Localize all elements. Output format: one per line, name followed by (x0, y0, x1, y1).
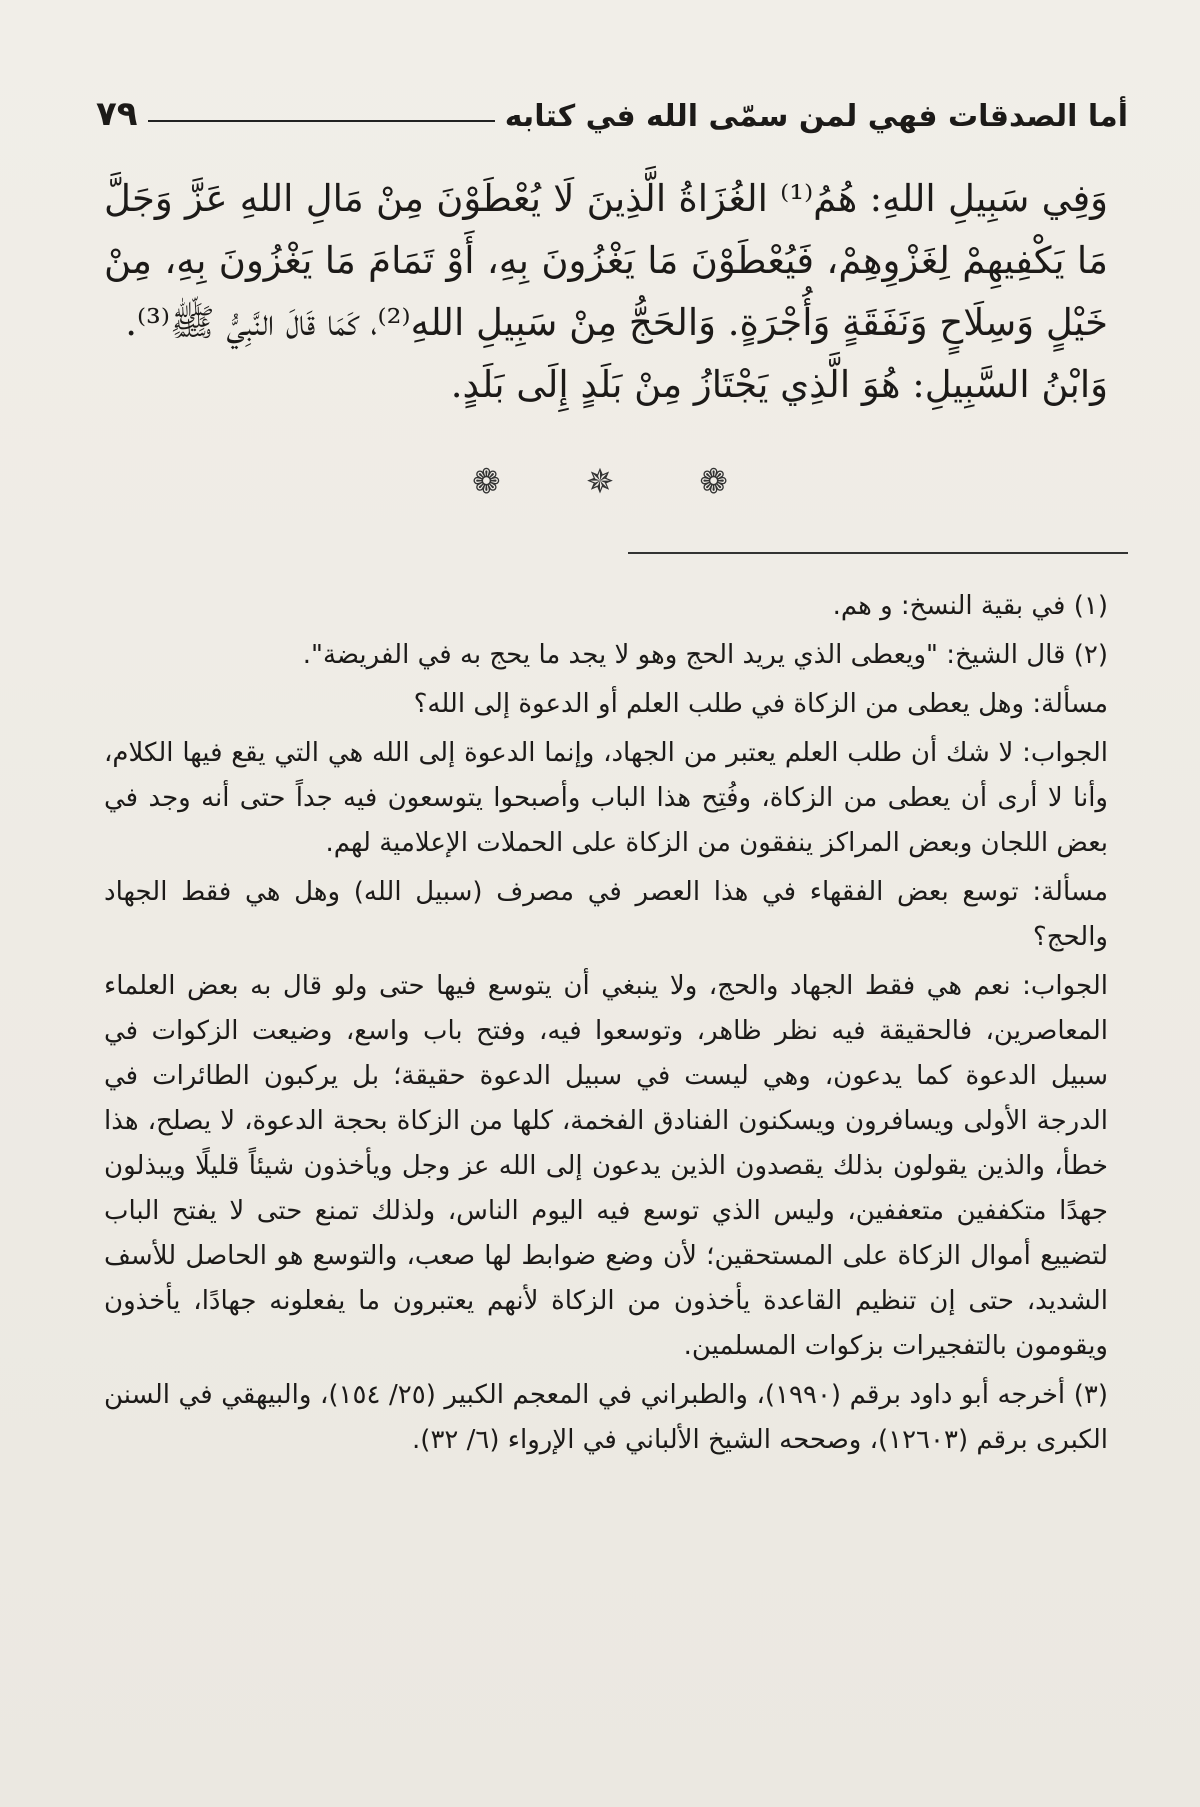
flower-ornament-icon: ❁ (472, 462, 501, 502)
page-number: ٧٩ (96, 94, 138, 134)
main-text (104, 168, 1108, 416)
star-ornament-icon: ✵ (585, 462, 615, 502)
footnote-question-2: مسألة: توسع بعض الفقهاء في هذا العصر في مصرف (سبيل الله) وهل هي فقط الجهاد والحج؟ (104, 877, 1108, 952)
header-rule (148, 120, 495, 122)
footnote-2: (٢) قال الشيخ: "ويعطى الذي يريد الحج وهو لا يجد ما يحج به في الفريضة". (302, 640, 1108, 670)
running-header (96, 78, 1128, 134)
paragraph-fi-sabilillah: وَفِي سَبِيلِ اللهِ: هُمُ⁽¹⁾ الغُزَاةُ الَّذِينَ لَا يُعْطَوْنَ مِنْ مَالِ اللهِ عَزَّ وَجَلَّ مَا يَكْفِيهِمْ لِغَزْوِهِمْ، فَيُعْطَوْنَ مَا يَغْزُونَ بِهِ، أَوْ تَمَامَ مَا يَغْزُونَ بِهِ، مِنْ خَيْلٍ وَسِلَاحٍ وَنَفَقَةٍ وَأُجْرَةٍ. وَالحَجُّ مِنْ سَبِيلِ اللهِ⁽²⁾، كَمَا قَالَ النَّبِيُّ ﷺ⁽³⁾. (104, 177, 1108, 344)
footnotes (104, 584, 1108, 1467)
footnote-answer-1: الجواب: لا شك أن طلب العلم يعتبر من الجهاد، وإنما الدعوة إلى الله هي التي يقع فيها الكلام، وأنا لا أرى أن يعطى من الزكاة، وفُتِح هذا الباب وأصبحوا يتوسعون فيه جداً حتى أنه وجد في بعض اللجان وبعض المراكز ينفقون من الزكاة على الحملات الإعلامية لهم. (104, 738, 1108, 858)
paragraph-ibn-sabil: وَابْنُ السَّبِيلِ: هُوَ الَّذِي يَجْتَازُ مِنْ بَلَدٍ إِلَى بَلَدٍ. (450, 363, 1108, 406)
footnote-separator (628, 552, 1128, 554)
footnote-3: (٣) أخرجه أبو داود برقم (١٩٩٠)، والطبراني في المعجم الكبير (٢٥/ ١٥٤)، والبيهقي في السنن الكبرى برقم (١٢٦٠٣)، وصححه الشيخ الألباني في الإرواء (٦/ ٣٢). (104, 1380, 1108, 1455)
footnote-1: (١) في بقية النسخ: و هم. (832, 591, 1108, 621)
chapter-title: أما الصدقات فهي لمن سمّى الله في كتابه (504, 99, 1128, 134)
footnote-question-1: مسألة: وهل يعطى من الزكاة في طلب العلم أو الدعوة إلى الله؟ (413, 689, 1108, 719)
section-divider (0, 462, 1200, 502)
flower-ornament-icon: ❁ (699, 462, 728, 502)
footnote-answer-2: الجواب: نعم هي فقط الجهاد والحج، ولا ينبغي أن يتوسع فيها حتى ولو قال به بعض العلماء المعاصرين، فالحقيقة فيه نظر ظاهر، وتوسعوا فيه، وفتح باب واسع، وضيعت الزكوات في سبيل الدعوة كما يدعون، وهي ليست في سبيل الدعوة حقيقة؛ بل يركبون الطائرات في الدرجة الأولى ويسافرون ويسكنون الفنادق الفخمة، كلها من الزكاة بحجة الدعوة، لا يصلح، هذا خطأ، والذين يقولون بذلك يقصدون الذين يدعون إلى الله عز وجل ويأخذون شيئاً قليلًا ويبذلون جهدًا متكففين متعففين، وليس الذي توسع فيه اليوم الناس، ولذلك تمنع حتى لا يفتح الباب لتضييع أموال الزكاة على المستحقين؛ لأن وضع ضوابط لها صعب، والتوسع هو الحاصل للأسف الشديد، حتى إن تنظيم القاعدة يأخذون من الزكاة لأنهم يعتبرون ما يفعلونه جهادًا، يأخذون ويقومون بالتفجيرات بزكوات المسلمين. (104, 971, 1108, 1361)
